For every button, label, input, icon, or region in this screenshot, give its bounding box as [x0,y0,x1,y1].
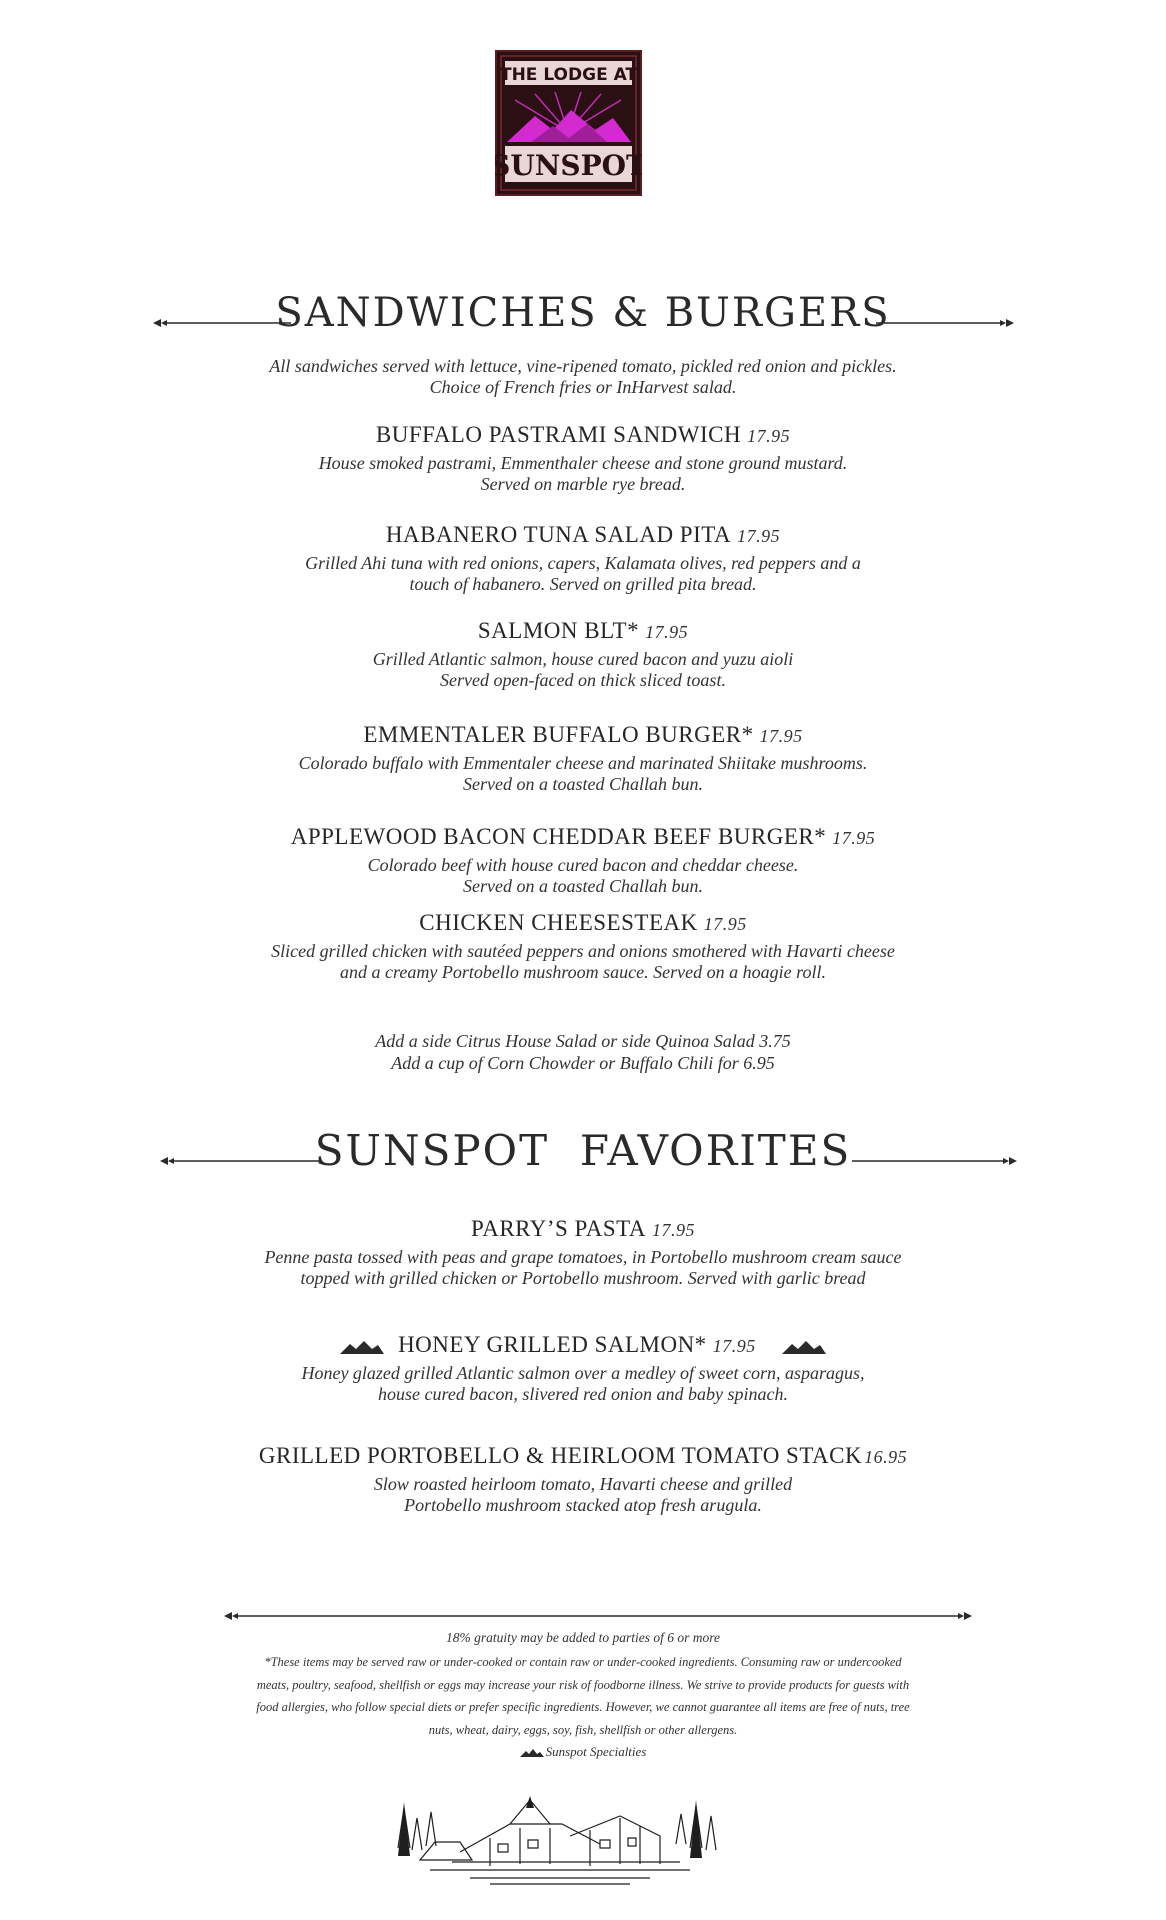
mountain-icon [340,1340,384,1354]
item-price: 17.95 [645,622,689,642]
sandwiches-intro [0,356,1166,398]
menu-item [0,422,1166,495]
item-name: PARRY’S PASTA [471,1216,646,1241]
mountain-icon [520,1749,544,1757]
favorites-header [0,1128,1166,1188]
item-description: Served on marble rye bread. [480,474,686,494]
item-description: and a creamy Portobello mushroom sauce. Served on a hoagie roll. [340,962,826,982]
section-title: SUNSPOT FAVORITES [314,1126,852,1175]
add-ons [0,1030,1166,1074]
logo-top-text: THE LODGE AT [499,65,638,85]
mountain-icon [782,1340,826,1354]
item-price: 17.95 [832,828,876,848]
addon-line: Add a side Citrus House Salad or side Quinoa Salad 3.75 [375,1031,791,1051]
item-description: Served on a toasted Challah bun. [463,774,703,794]
specialties-label: Sunspot Specialties [545,1744,647,1759]
logo-bottom-text: SUNSPOT [495,149,642,182]
menu-item [0,910,1166,983]
addon-line: Add a cup of Corn Chowder or Buffalo Chili for 6.95 [391,1053,775,1073]
specialties-legend [0,1744,1166,1760]
item-name: EMMENTALER BUFFALO BURGER* [363,722,754,747]
menu-item [0,1332,1166,1405]
disclaimer-line: food allergies, who follow special diets or prefer specific ingredients. However, we cannot guarantee all items are free of nuts, tree [256,1700,910,1714]
menu-item [0,1216,1166,1289]
item-description: Colorado buffalo with Emmentaler cheese and marinated Shiitake mushrooms. [298,753,868,773]
menu-item [0,1443,1166,1516]
disclaimer-line: nuts, wheat, dairy, eggs, soy, fish, shellfish or other allergens. [428,1722,738,1737]
menu-item [0,618,1166,691]
gratuity-note: 18% gratuity may be added to parties of 6 or more [446,1630,720,1645]
item-description: Served open-faced on thick sliced toast. [440,670,726,690]
item-price: 17.95 [651,1220,695,1240]
item-description: Honey glazed grilled Atlantic salmon over a medley of sweet corn, asparagus, [301,1363,865,1383]
item-name: BUFFALO PASTRAMI SANDWICH [375,422,742,447]
item-name: CHICKEN CHEESESTEAK [419,910,698,935]
lodge-illustration [390,1778,730,1890]
allergen-disclaimer [188,1651,978,1741]
item-price: 17.95 [703,914,747,934]
lodge-logo [495,50,642,196]
item-description: topped with grilled chicken or Portobello mushroom. Served with garlic bread [300,1268,866,1288]
disclaimer-line: meats, poultry, seafood, shellfish or eggs may increase your risk of foodborne illness. We strive to provide products for guests with [256,1677,910,1692]
intro-line: All sandwiches served with lettuce, vine-ripened tomato, pickled red onion and pickles. [269,356,897,376]
item-name: HABANERO TUNA SALAD PITA [385,522,732,547]
item-description: house cured bacon, slivered red onion and baby spinach. [378,1384,788,1404]
item-description: Grilled Ahi tuna with red onions, capers, Kalamata olives, red peppers and a [305,553,861,573]
item-description: Sliced grilled chicken with sautéed peppers and onions smothered with Havarti cheese [271,941,895,961]
item-description: Penne pasta tossed with peas and grape tomatoes, in Portobello mushroom cream sauce [264,1247,902,1267]
item-price: 17.95 [712,1336,756,1356]
menu-item [0,824,1166,897]
item-description: House smoked pastrami, Emmenthaler cheese and stone ground mustard. [318,453,848,473]
item-description: touch of habanero. Served on grilled pita bread. [409,574,757,594]
item-price: 17.95 [759,726,803,746]
item-name: SALMON BLT* [477,618,640,643]
menu-item [0,722,1166,795]
item-description: Served on a toasted Challah bun. [463,876,703,896]
sandwiches-header [0,290,1166,350]
disclaimer-line: *These items may be served raw or under-cooked or contain raw or under-cooked ingredients. Consuming raw or undercooked [264,1655,902,1669]
intro-line: Choice of French fries or InHarvest salad. [429,377,737,397]
item-description: Slow roasted heirloom tomato, Havarti cheese and grilled [373,1474,793,1494]
item-price: 16.95 [864,1447,908,1467]
item-description: Grilled Atlantic salmon, house cured bacon and yuzu aioli [372,649,794,669]
section-title: SANDWICHES & BURGERS [275,290,891,336]
item-name: HONEY GRILLED SALMON* [398,1332,707,1357]
item-price: 17.95 [747,426,791,446]
footer-divider [224,1611,972,1621]
item-description: Colorado beef with house cured bacon and cheddar cheese. [367,855,799,875]
item-name: APPLEWOOD BACON CHEDDAR BEEF BURGER* [290,824,827,849]
item-description: Portobello mushroom stacked atop fresh arugula. [404,1495,762,1515]
item-name: GRILLED PORTOBELLO & HEIRLOOM TOMATO STACK [258,1443,863,1468]
menu-item [0,522,1166,595]
item-price: 17.95 [737,526,781,546]
